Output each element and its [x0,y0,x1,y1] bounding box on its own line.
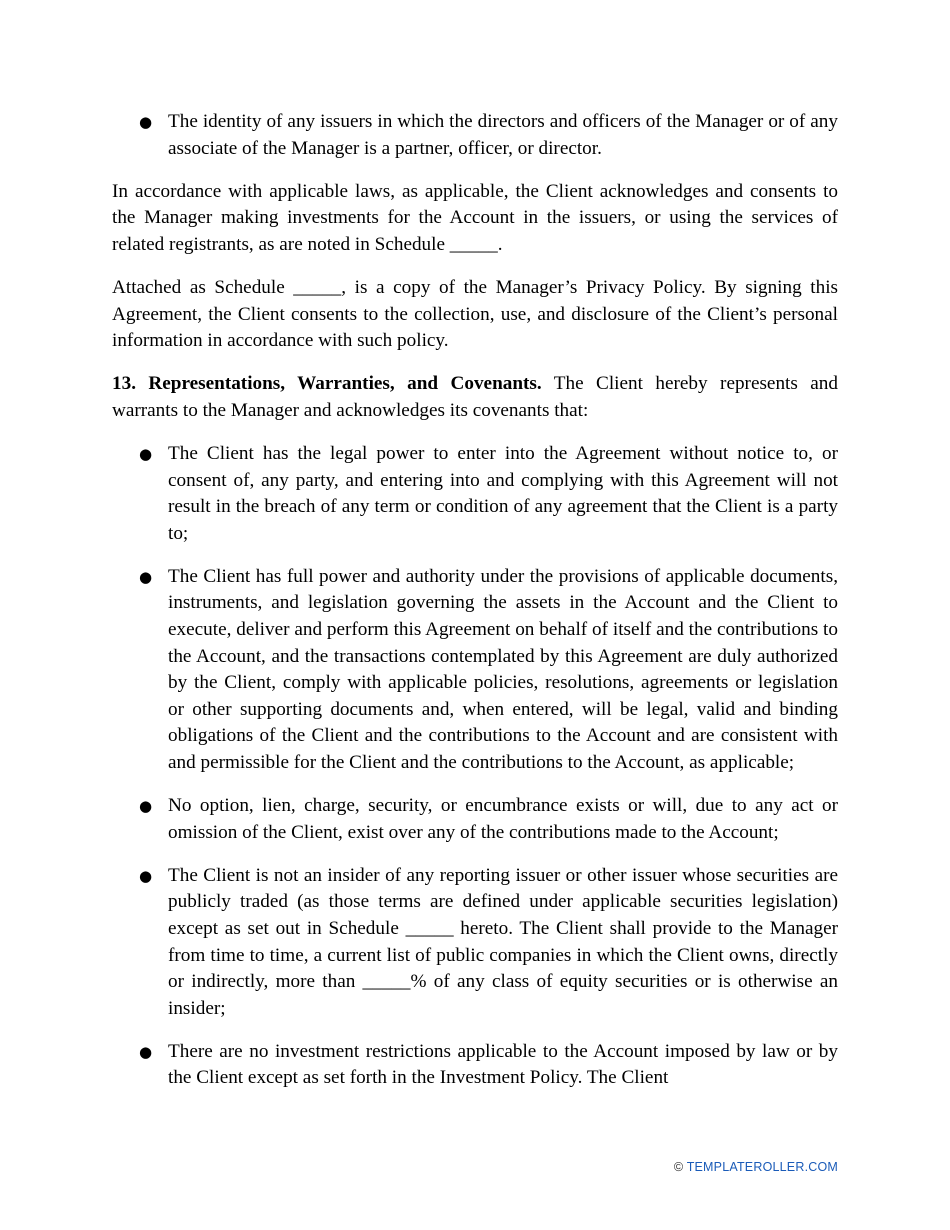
bullet-icon: ● [139,797,153,816]
footer-watermark [674,1154,838,1181]
list-item-text: No option, lien, charge, security, or encumbrance exists or will, due to any act or omission of the Client, exist over any of the contributions made to the Account; [168,795,838,843]
section-13-heading: 13. Representations, Warranties, and Covenants. [112,373,542,395]
section-13-intro [112,371,838,424]
list-item [112,564,838,777]
list-item-text: The identity of any issuers in which the directors and officers of the Manager or of any associate of the Manager is a partner, officer, or director. [168,111,838,159]
bullet-icon: ● [139,113,153,131]
paragraph-privacy-policy: Attached as Schedule _____, is a copy of the Manager’s Privacy Policy. By signing this Agreement, the Client consents to the collection, use, and disclosure of the Client’s personal information in accordance with such policy. [112,276,838,352]
bullet-icon: ● [139,444,153,463]
document-body [112,109,838,1109]
list-item [112,793,838,846]
list-item-text: The Client has the legal power to enter into the Agreement without notice to, or consent of, any party, and entering into and complying with this Agreement will not result in the breach of any term or condition of any agreement that the Client is a party to; [168,442,838,544]
section-13-intro-text: The Client hereby represents and warrants to the Manager and acknowledges its covenants that: [112,373,838,421]
list-item-text: The Client has full power and authority under the provisions of applicable documents, instruments, and legislation governing the assets in the Account and the Client to execute, deliver and perform this Agreement on behalf of itself and the contributions to the Account, and the transactions contemplated by this Agreement are duly authorized by the Client, comply with applicable policies, resolutions, agreements or legislation or other supporting documents and, when entered, will be legal, valid and binding obligations of the Client and the contributions to the Account and are consistent with and permissible for the Client and the contributions to the Account, as applicable; [168,565,838,773]
list-item-text: The Client is not an insider of any reporting issuer or other issuer whose securities are publicly traded (as those terms are defined under applicable securities legislation) except as set out in Schedule _____ hereto. The Client shall provide to the Manager from time to time, a current list of public companies in which the Client owns, directly or indirectly, more than _____% of any class of equity securities or is otherwise an insider; [168,864,838,1019]
list-item-text: There are no investment restrictions applicable to the Account imposed by law or by the Client except as set forth in the Investment Policy. The Client [168,1040,838,1089]
copyright-icon: © [673,1160,684,1174]
list-item [112,1039,838,1092]
list-item [112,863,838,1023]
paragraph-consent-related-issuers: In accordance with applicable laws, as applicable, the Client acknowledges and consents to the Manager making investments for the Account in the issuers, or using the services of related registrants, as are noted in Schedule _____. [112,180,838,255]
bullet-list-top [112,109,838,162]
list-item [112,109,838,162]
list-item [112,441,838,547]
section-13-bullet-list [112,441,838,1092]
bullet-icon: ● [139,866,153,885]
bullet-icon: ● [139,1042,153,1061]
bullet-icon: ● [139,567,153,586]
footer-site-link[interactable]: TEMPLATEROLLER.COM [686,1160,838,1174]
